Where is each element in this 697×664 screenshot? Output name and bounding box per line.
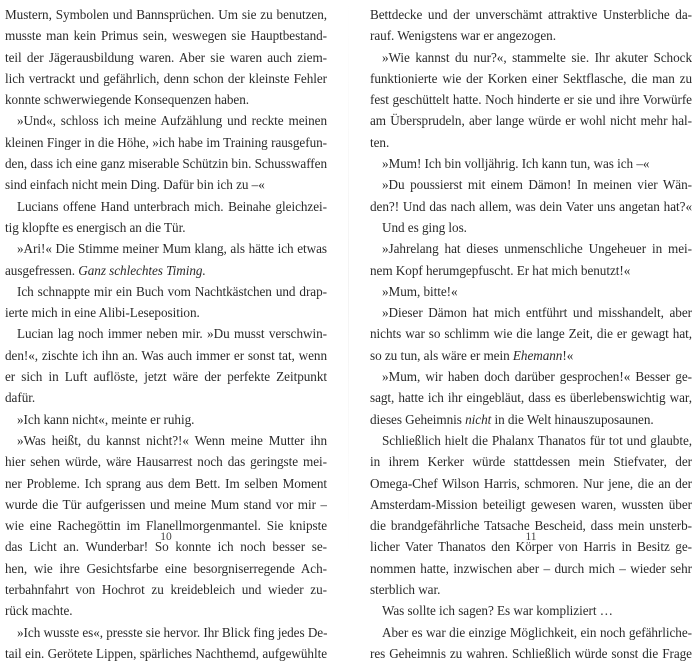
text-line: Aber es war die einzige Möglichkeit, ein noch gefährliche- [382,624,692,640]
text-line: wie eine Rachegöttin im Flanellmorgenmantel. Sie knipste [5,518,327,534]
text-line: ierte mich in eine Alibi-Leseposition. [5,305,200,321]
text-line: ner Probleme. Ich sprang aus dem Bett. Im selben Moment [5,475,327,491]
emphasis-run: Ehemann [512,347,563,363]
text-line: Bettdecke und der unverschämt attraktive Unsterbliche da- [370,7,692,22]
text-line: Und es ging los. [382,219,467,235]
right-page-number: 11 [525,531,537,543]
text-line: nichts war so schlimm wie die lange Zeit, die er gewagt hat, [370,326,692,342]
text-line: Schließlich hielt die Phalanx Thanatos für tot und glaubte, [382,432,692,448]
text-line: die brandgefährliche Tatsache Bescheid, dass mein unsterb- [370,518,692,534]
text-line [5,260,327,281]
emphasis-run: nicht [465,411,492,427]
text-line: »Mum, wir haben doch darüber gesprochen!« Besser ge- [382,369,692,385]
text-line: terbahnfahrt von Hochrot zu kreidebleich und wieder zu- [5,582,327,598]
text-line: teil der Jägerausbildung waren. Aber sie waren auch ziem- [5,49,327,65]
text-run: so zu tun, als wäre er mein [370,347,513,363]
text-line: »Dieser Dämon hat mich entführt und misshandelt, aber [382,305,692,321]
text-line: den!«, zischte ich ihn an. Was auch immer er sonst tat, wenn [5,347,327,363]
text-line: res Geheimnis zu wahren. Schließlich würde sonst die Frage [370,645,692,661]
text-line: »Mum! Ich bin volljährig. Ich kann tun, was ich –« [382,156,650,172]
text-line: rauf. Wenigstens war er angezogen. [370,28,556,44]
text-line: lich vertrackt und gefährlich, denn schon der kleinste Fehler [5,70,327,86]
text-line: wurde die Tür aufgerissen und meine Mum stand vor mir – [5,496,327,512]
text-line: funktionierte wie der Korken einer Sektflasche, die man zu [370,70,692,86]
text-line: nem Kopf herumgepfuscht. Er hat mich benutzt!« [370,262,631,278]
left-page [5,4,327,661]
text-line: tail ein. Gerötete Lippen, spärliches Nachthemd, aufgewühlte [5,645,327,661]
right-page-body [370,4,692,664]
text-line: Ich schnappte mir ein Buch vom Nachtkästchen und drap- [17,283,327,299]
text-line: am Übersprudeln, aber lange würde er wohl nicht mehr hal- [370,113,692,129]
text-line: Mustern, Symbolen und Bannsprüchen. Um sie zu benutzen, [5,7,327,22]
text-run: in die Welt hinauszuposaunen. [491,411,654,427]
text-line: tig klopfte es energisch an die Tür. [5,219,186,235]
text-line: fest geschüttelt hatte. Noch hinderte er sie und ihre Vorwürfe [370,92,692,108]
text-line: Lucian lag noch immer neben mir. »Du musst verschwin- [17,326,327,342]
emphasis-run: Ganz schlechtes Timing. [78,262,206,278]
text-line: konnte schwerwiegende Konsequenzen haben. [5,92,250,108]
text-line: den, dass ich eine ganz miserable Schützin bin. Schusswaffen [5,156,327,172]
text-line: das Licht an. Wunderbar! So konnte ich noch besser se- [5,539,327,555]
text-line: dafür. [5,390,36,406]
text-line: hier sehen würde, wäre Hausarrest noch das geringste mei- [5,454,327,470]
text-line: musste man kein Primus sein, weswegen sie Hauptbestand- [5,28,327,44]
text-line: kleinen Finger in die Höhe, »ich habe im Training rausgefun- [5,134,327,150]
text-line: »Mum, bitte!« [382,283,458,299]
text-line: sind einfach nicht mein Ding. Dafür bin ich zu –« [5,177,265,193]
text-line: in ihrem Kerker würde stattdessen mein Stiefvater, der [370,454,692,470]
text-line: sagt, hatte ich ihr eingebläut, dass es überlebenswichtig war, [370,390,692,406]
text-run: dieses Geheimnis [370,411,466,427]
text-line: Amsterdam-Mission beteiligt gewesen waren, wussten über [370,496,692,512]
text-line: er sich in Luft auflöste, jetzt wäre der perfekte Zeitpunkt [5,369,327,385]
text-run: !« [562,347,574,363]
text-line: »Und«, schloss ich meine Aufzählung und reckte meinen [17,113,327,129]
left-page-number: 10 [160,531,172,543]
text-line: »Ich kann nicht«, meinte er ruhig. [17,411,195,427]
text-line: nommen hatte, inzwischen aber – durch mich – wieder sehr [370,560,692,576]
text-line: ten. [370,134,390,150]
text-line: sterblich war. [370,582,441,598]
book-gutter [348,0,349,557]
text-line: Lucians offene Hand unterbrach mich. Beinahe gleichzei- [17,198,327,214]
text-line: »Wie kannst du nur?«, stammelte sie. Ihr akuter Schock [382,49,692,65]
text-line: licher Vater Thanatos den Körper von Harris in Besitz ge- [370,539,692,555]
text-line: hen, wie ihre Gesichtsfarbe eine besorgniserregende Ach- [5,560,327,576]
text-line: den?! Und das nach allem, was dein Vater uns angetan hat?« [370,198,692,214]
text-line [370,409,692,430]
text-line: »Was heißt, du kannst nicht?!« Wenn meine Mutter ihn [17,432,327,448]
left-page-body [5,4,327,664]
text-line: Omega-Chef Wilson Harris, schmoren. Nur jene, die an der [370,475,692,491]
text-line: rück machte. [5,603,73,619]
text-line: »Du poussierst mit einem Dämon! In meinen vier Wän- [382,177,692,193]
text-line: Was sollte ich sagen? Es war kompliziert … [382,603,613,619]
text-line [370,345,692,366]
text-line: »Ari!« Die Stimme meiner Mum klang, als hätte ich etwas [17,241,327,257]
text-line: »Ich wusste es«, presste sie hervor. Ihr Blick fing jedes De- [17,624,327,640]
right-page [370,4,692,661]
text-run: ausgefressen. [5,262,79,278]
text-line: »Jahrelang hat dieses unmenschliche Ungeheuer in mei- [382,241,692,257]
